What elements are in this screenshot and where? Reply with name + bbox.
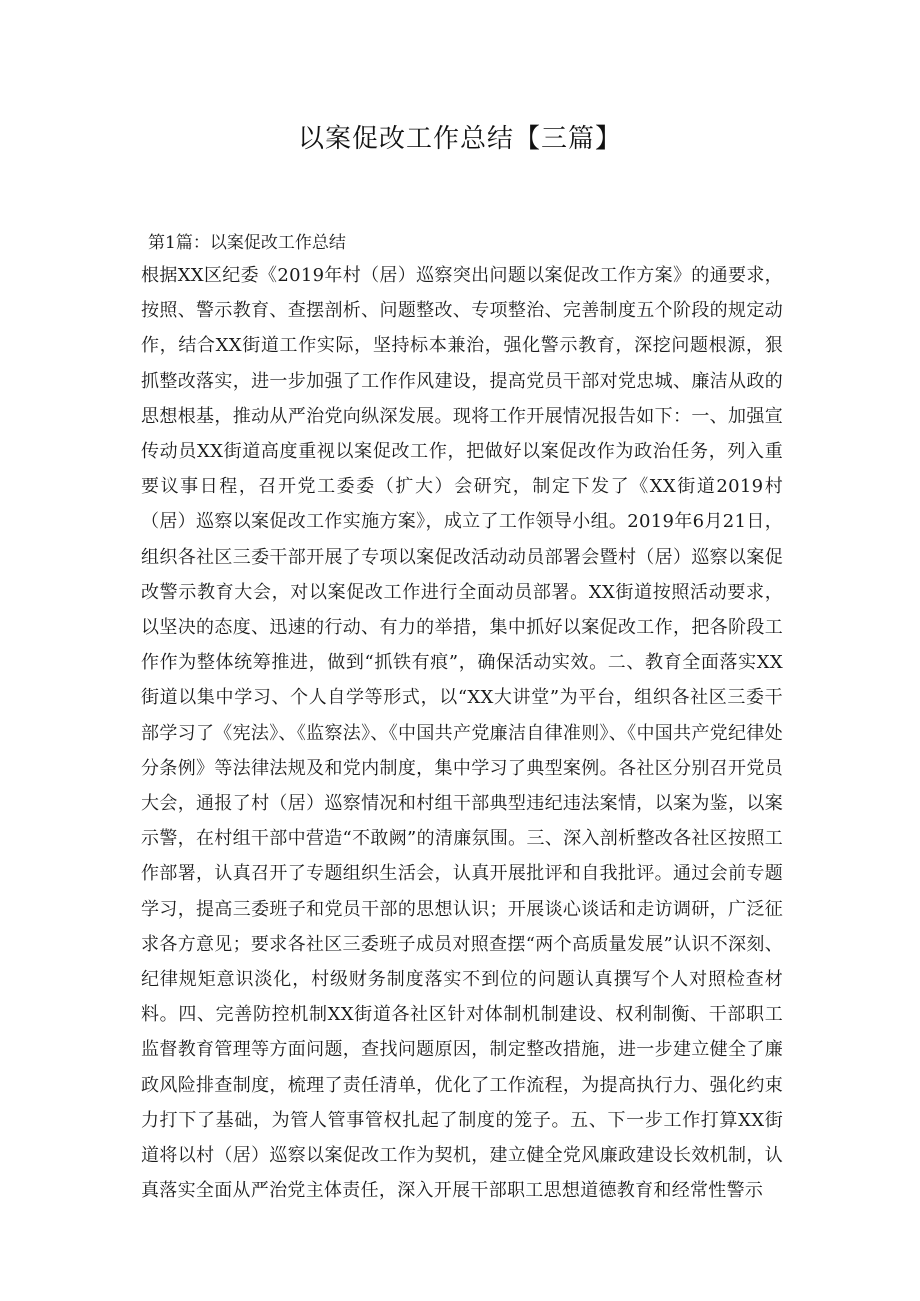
document-title: 以案促改工作总结【三篇】 [297, 124, 622, 154]
body-paragraph: 根据XX区纪委《2019年村（居）巡察突出问题以案促改工作方案》的通要求，按照、警示教育、查摆剖析、问题整改、专项整治、完善制度五个阶段的规定动作，结合XX街道工作实际，坚持标本兼治，强化警示教育，深挖问题根源，狠抓整改落实，进一步加强了工作作风建设，提高党员干部对党忠城、廉洁从政的思想根基，推动从严治党向纵深发展。现将工作开展情况报告如下：一、加强宣传动员XX街道高度重视以案促改工作，把做好以案促改作为政治任务，列入重要议事日程，召开党工委委（扩大）会研究，制定下发了《XX街道2019村（居）巡察以案促改工作实施方案》，成立了工作领导小组。2019年6月21日，组织各社区三委干部开展了专项以案促改活动动员部署会暨村（居）巡察以案促改警示教育大会，对以案促改工作进行全面动员部署。XX街道按照活动要求，以坚决的态度、迅速的行动、有力的举措，集中抓好以案促改工作，把各阶段工作作为整体统筹推进，做到“抓铁有痕”，确保活动实效。二、教育全面落实XX街道以集中学习、个人自学等形式，以“XX大讲堂”为平台，组织各社区三委干部学习了《宪法》、《监察法》、《中国共产党廉洁自律准则》、《中国共产党纪律处分条例》等法律法规及和党内制度，集中学习了典型案例。各社区分别召开党员大会，通报了村（居）巡察情况和村组干部典型违纪违法案情，以案为鉴，以案示警，在村组干部中营造“不敢阙”的清廉氛围。三、深入剖析整改各社区按照工作部署，认真召开了专题组织生活会，认真开展批评和自我批评。通过会前专题学习，提高三委班子和党员干部的思想认识；开展谈心谈话和走访调研，广泛征求各方意见；要求各社区三委班子成员对照查摆“两个高质量发展”认识不深刻、纪律规矩意识淡化，村级财务制度落实不到位的问题认真撰写个人对照检查材料。四、完善防控机制XX街道各社区针对体制机制建设、权利制衡、干部职工监督教育管理等方面问题，查找问题原因，制定整改措施，进一步建立健全了廉政风险排查制度，梳理了责任清单，优化了工作流程，为提高执行力、强化约束力打下了基础，为管人管事管权扎起了制度的笼子。五、下一步工作打算XX街道将以村（居）巡察以案促改工作为契机，建立健全党风廉政建设长效机制，认真落实全面从严治党主体责任，深入开展干部职工思想道德教育和经常性警示 [141, 265, 783, 1202]
section-heading: 第1篇：以案促改工作总结 [148, 233, 346, 253]
